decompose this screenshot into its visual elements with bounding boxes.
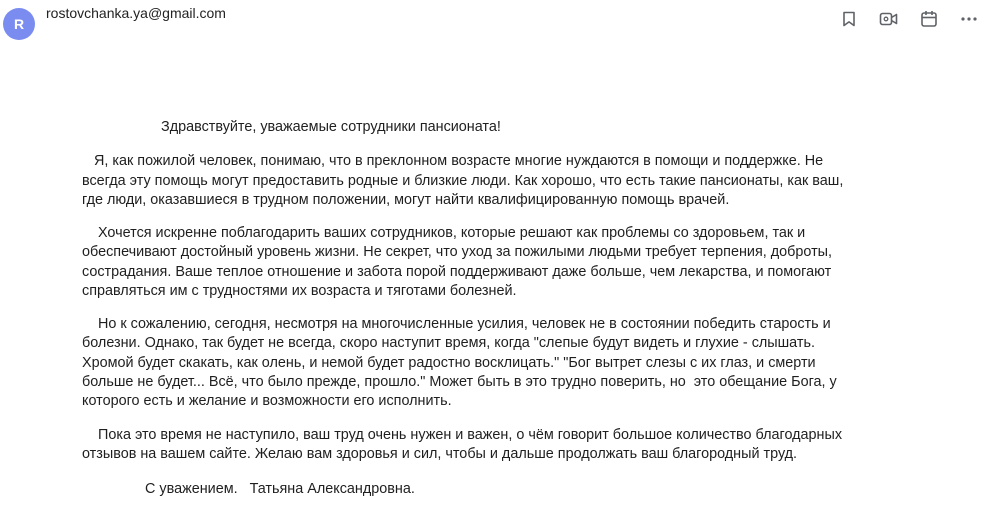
more-icon[interactable] [959,9,979,29]
paragraph-4-line-2: отзывов на вашем сайте. Желаю вам здоровья и сил, чтобы и дальше продолжать ваш благородный труд. [82,446,798,462]
sender-email[interactable]: rostovchanka.ya@gmail.com [46,5,226,21]
paragraph-1-line-3: где люди, оказавшиеся в трудном положении, могут найти квалифицированную помощь врачей. [82,192,730,208]
video-call-icon[interactable] [879,9,899,29]
greeting: Здравствуйте, уважаемые сотрудники пансионата! [161,119,501,135]
paragraph-2-line-4: справляться им с трудностями их возраста и тяготами болезней. [82,283,517,299]
paragraph-1-line-1: Я, как пожилой человек, понимаю, что в преклонном возрасте многие нуждаются в помощи и поддержке. Не [82,153,824,169]
paragraph-3-line-2: болезни. Однако, так будет не всегда, скоро наступит время, когда "слепые будут видеть и глухие - слышать. [82,335,815,351]
calendar-icon[interactable] [919,9,939,29]
paragraph-4-line-1: Пока это время не наступило, ваш труд очень нужен и важен, о чём говорит большое количество благодарных [82,427,843,443]
paragraph-3-line-5: которого есть и желание и возможности его исполнить. [82,393,452,409]
message-header [0,0,993,50]
paragraph-2-line-1: Хочется искренне поблагодарить ваших сотрудников, которые решают как проблемы со здоровьем, так и [82,225,806,241]
sender-avatar[interactable]: R [3,8,35,40]
paragraph-3-line-3: Хромой будет скакать, как олень, и немой будет радостно восклицать." "Бог вытрет слезы с их глаз, и смерти [82,355,816,371]
paragraph-2-line-2: обеспечивают достойный уровень жизни. Не секрет, что уход за пожилыми людьми требует терпения, доброты, [82,244,832,260]
paragraph-3-line-4: больше не будет... Всё, что было прежде, прошло." Может быть в это трудно поверить, но это обещание Бога, у [82,374,837,390]
paragraph-1-line-2: всегда эту помощь могут предоставить родные и близкие люди. Как хорошо, что есть такие пансионаты, как ваш, [82,173,844,189]
paragraph-3-line-1: Но к сожалению, сегодня, несмотря на многочисленные усилия, человек не в состоянии победить старость и [82,316,831,332]
signature: С уважением. Татьяна Александровна. [145,481,415,497]
paragraph-2-line-3: сострадания. Ваше теплое отношение и забота порой поддерживают даже больше, чем лекарства, и помогают [82,264,832,280]
bookmark-icon[interactable] [839,9,859,29]
